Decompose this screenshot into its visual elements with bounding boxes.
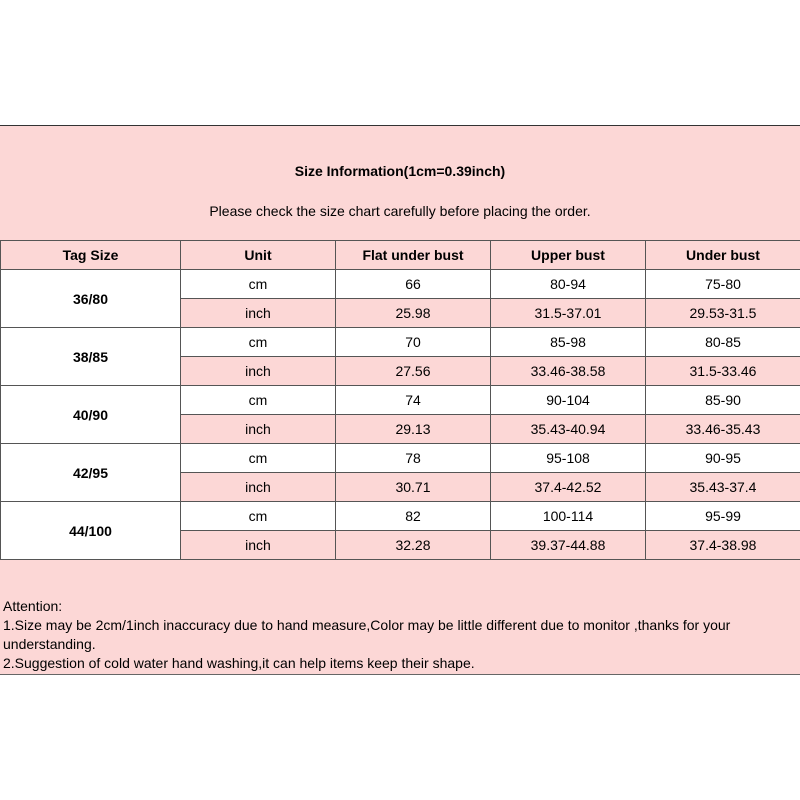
notes-line-2: 2.Suggestion of cold water hand washing,it can help items keep their shape.: [3, 655, 475, 671]
under-bust-cell: 31.5-33.46: [646, 357, 800, 386]
flat-under-bust-cell: 30.71: [336, 473, 491, 502]
upper-bust-cell: 100-114: [491, 502, 646, 531]
flat-under-bust-cell: 74: [336, 386, 491, 415]
unit-cell: cm: [181, 502, 336, 531]
under-bust-cell: 90-95: [646, 444, 800, 473]
tag-size-cell: 36/80: [1, 270, 181, 328]
unit-cell: cm: [181, 270, 336, 299]
unit-cell: inch: [181, 473, 336, 502]
upper-bust-cell: 90-104: [491, 386, 646, 415]
notes-heading: Attention:: [3, 598, 63, 614]
under-bust-cell: 29.53-31.5: [646, 299, 800, 328]
upper-bust-cell: 85-98: [491, 328, 646, 357]
upper-bust-cell: 39.37-44.88: [491, 531, 646, 560]
table-row: [1, 386, 800, 415]
flat-under-bust-cell: 25.98: [336, 299, 491, 328]
header-tag-size: Tag Size: [1, 241, 181, 270]
flat-under-bust-cell: 78: [336, 444, 491, 473]
unit-cell: cm: [181, 444, 336, 473]
size-table: [0, 240, 800, 560]
notes-line-1: 1.Size may be 2cm/1inch inaccuracy due to hand measure,Color may be little different due to monitor ,thanks for your understanding.: [3, 617, 731, 652]
unit-cell: inch: [181, 531, 336, 560]
under-bust-cell: 75-80: [646, 270, 800, 299]
upper-bust-cell: 35.43-40.94: [491, 415, 646, 444]
upper-bust-cell: 37.4-42.52: [491, 473, 646, 502]
upper-bust-cell: 31.5-37.01: [491, 299, 646, 328]
flat-under-bust-cell: 29.13: [336, 415, 491, 444]
flat-under-bust-cell: 66: [336, 270, 491, 299]
unit-cell: inch: [181, 299, 336, 328]
unit-cell: cm: [181, 328, 336, 357]
attention-notes: [3, 597, 798, 673]
flat-under-bust-cell: 27.56: [336, 357, 491, 386]
upper-bust-cell: 33.46-38.58: [491, 357, 646, 386]
table-row: [1, 444, 800, 473]
under-bust-cell: 95-99: [646, 502, 800, 531]
unit-cell: inch: [181, 357, 336, 386]
flat-under-bust-cell: 82: [336, 502, 491, 531]
unit-cell: inch: [181, 415, 336, 444]
tag-size-cell: 38/85: [1, 328, 181, 386]
header-flat-under-bust: Flat under bust: [336, 241, 491, 270]
flat-under-bust-cell: 32.28: [336, 531, 491, 560]
upper-bust-cell: 95-108: [491, 444, 646, 473]
table-row: [1, 328, 800, 357]
header-unit: Unit: [181, 241, 336, 270]
tag-size-cell: 40/90: [1, 386, 181, 444]
header-upper-bust: Upper bust: [491, 241, 646, 270]
unit-cell: cm: [181, 386, 336, 415]
page-title: Size Information(1cm=0.39inch): [294, 163, 506, 179]
flat-under-bust-cell: 70: [336, 328, 491, 357]
page-subtitle: Please check the size chart carefully before placing the order.: [209, 203, 591, 219]
under-bust-cell: 80-85: [646, 328, 800, 357]
tag-size-cell: 44/100: [1, 502, 181, 560]
under-bust-cell: 33.46-35.43: [646, 415, 800, 444]
table-row: [1, 270, 800, 299]
tag-size-cell: 42/95: [1, 444, 181, 502]
upper-bust-cell: 80-94: [491, 270, 646, 299]
table-header-row: [1, 241, 800, 270]
under-bust-cell: 35.43-37.4: [646, 473, 800, 502]
header-under-bust: Under bust: [646, 241, 800, 270]
under-bust-cell: 37.4-38.98: [646, 531, 800, 560]
under-bust-cell: 85-90: [646, 386, 800, 415]
table-row: [1, 502, 800, 531]
